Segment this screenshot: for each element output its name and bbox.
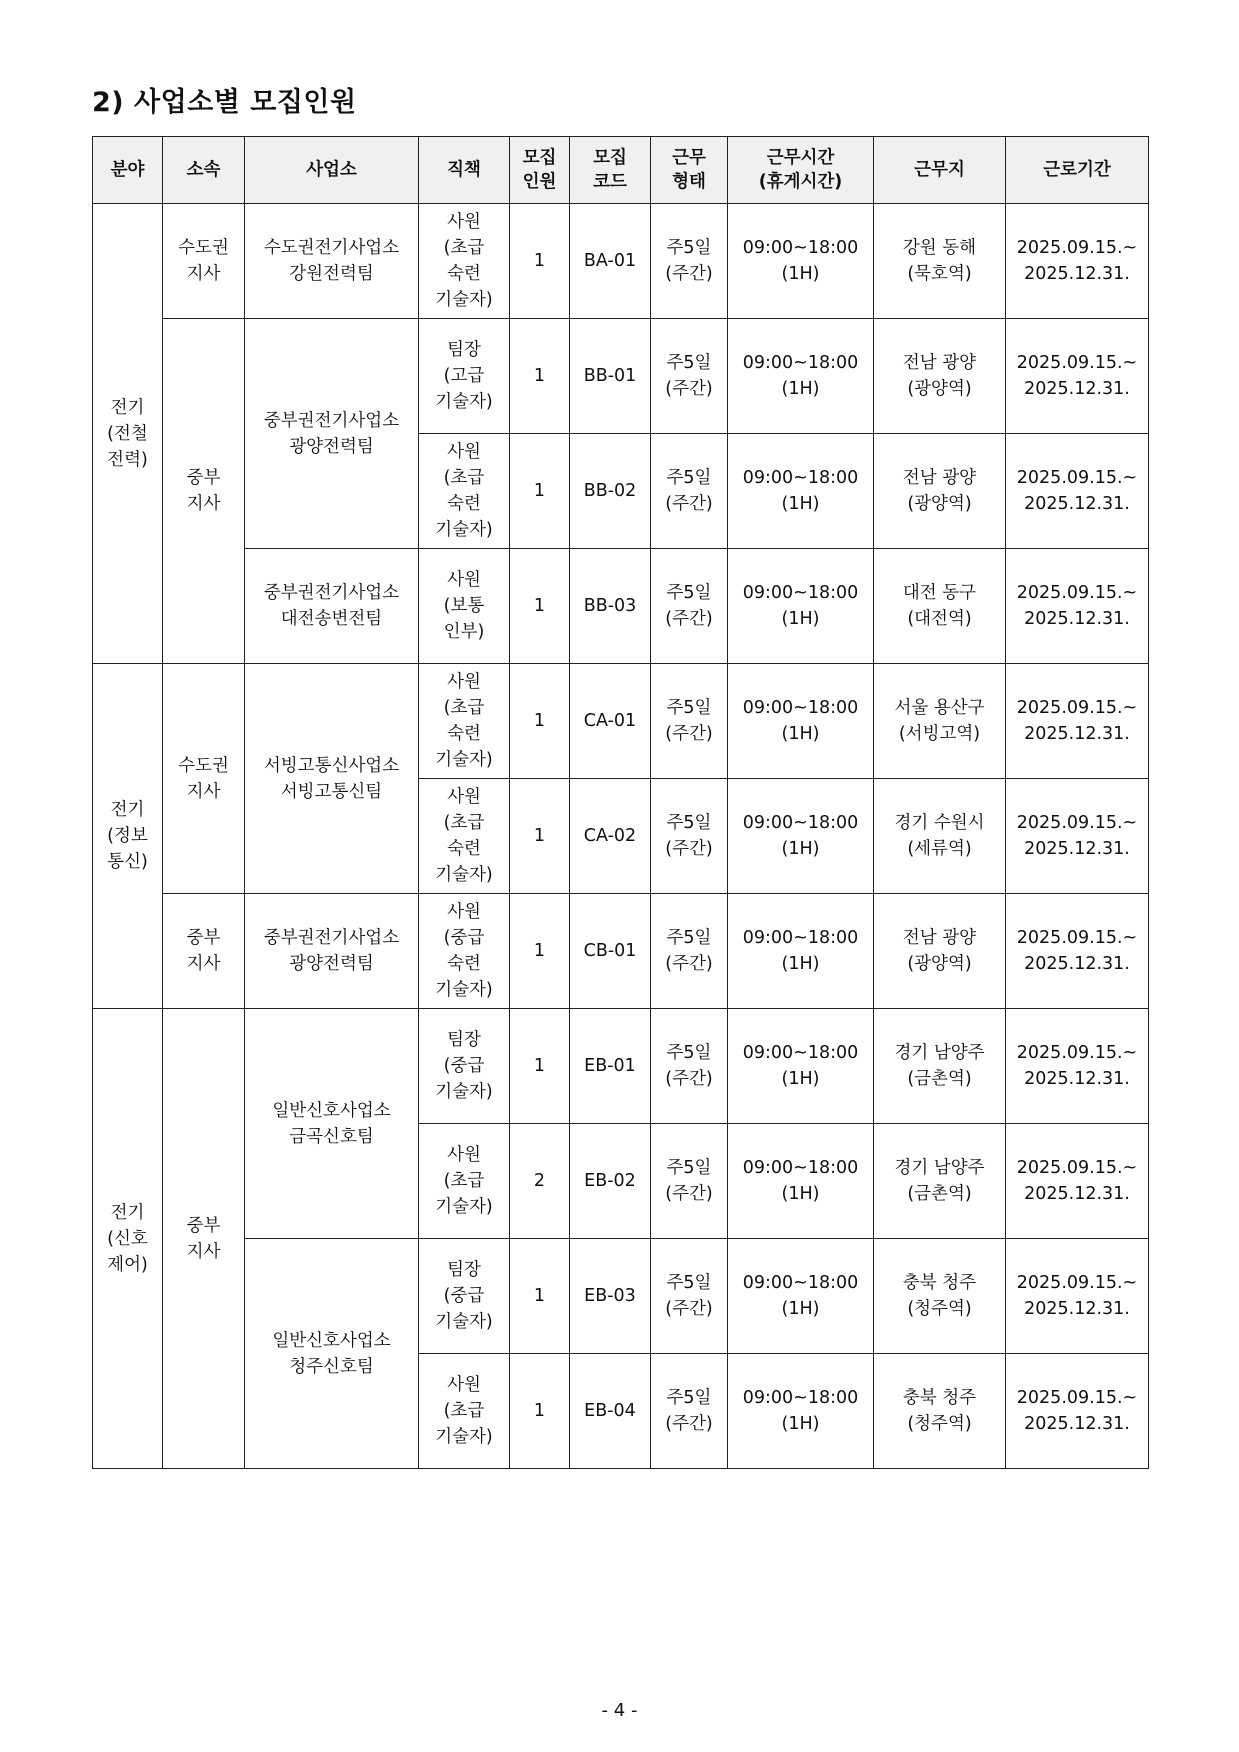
code-cell: BB-02 bbox=[570, 434, 651, 549]
work-hours-cell: 09:00~18:00 (1H) bbox=[728, 549, 874, 664]
office-cell: 중부권전기사업소 광양전력팀 bbox=[245, 894, 419, 1009]
work-type-cell: 주5일 (주간) bbox=[651, 1124, 728, 1239]
work-hours-cell: 09:00~18:00 (1H) bbox=[728, 434, 874, 549]
period-cell: 2025.09.15.~ 2025.12.31. bbox=[1006, 1354, 1149, 1469]
work-hours-cell: 09:00~18:00 (1H) bbox=[728, 319, 874, 434]
office-cell: 일반신호사업소 청주신호팀 bbox=[245, 1239, 419, 1469]
position-cell: 사원 (초급 숙련 기술자) bbox=[419, 779, 510, 894]
header-location: 근무지 bbox=[874, 137, 1006, 204]
table-row bbox=[93, 549, 1149, 664]
affiliation-cell: 중부 지사 bbox=[163, 894, 245, 1009]
position-cell: 사원 (초급 숙련 기술자) bbox=[419, 664, 510, 779]
location-cell: 전남 광양 (광양역) bbox=[874, 894, 1006, 1009]
office-cell: 중부권전기사업소 대전송변전팀 bbox=[245, 549, 419, 664]
work-hours-cell: 09:00~18:00 (1H) bbox=[728, 1124, 874, 1239]
header-affiliation: 소속 bbox=[163, 137, 245, 204]
period-cell: 2025.09.15.~ 2025.12.31. bbox=[1006, 204, 1149, 319]
count-cell: 1 bbox=[510, 319, 570, 434]
period-cell: 2025.09.15.~ 2025.12.31. bbox=[1006, 1124, 1149, 1239]
header-work-hours: 근무시간 (휴게시간) bbox=[728, 137, 874, 204]
recruitment-table bbox=[92, 136, 1149, 1469]
work-type-cell: 주5일 (주간) bbox=[651, 894, 728, 1009]
field-cell: 전기 (전철 전력) bbox=[93, 204, 163, 664]
office-cell: 일반신호사업소 금곡신호팀 bbox=[245, 1009, 419, 1239]
field-cell: 전기 (신호 제어) bbox=[93, 1009, 163, 1469]
count-cell: 2 bbox=[510, 1124, 570, 1239]
header-office: 사업소 bbox=[245, 137, 419, 204]
work-hours-cell: 09:00~18:00 (1H) bbox=[728, 204, 874, 319]
header-field: 분야 bbox=[93, 137, 163, 204]
code-cell: CB-01 bbox=[570, 894, 651, 1009]
count-cell: 1 bbox=[510, 434, 570, 549]
location-cell: 경기 수원시 (세류역) bbox=[874, 779, 1006, 894]
position-cell: 팀장 (중급 기술자) bbox=[419, 1239, 510, 1354]
position-cell: 사원 (초급 숙련 기술자) bbox=[419, 204, 510, 319]
location-cell: 서울 용산구 (서빙고역) bbox=[874, 664, 1006, 779]
count-cell: 1 bbox=[510, 664, 570, 779]
code-cell: CA-02 bbox=[570, 779, 651, 894]
work-hours-cell: 09:00~18:00 (1H) bbox=[728, 1239, 874, 1354]
field-cell: 전기 (정보 통신) bbox=[93, 664, 163, 1009]
position-cell: 사원 (초급 기술자) bbox=[419, 1354, 510, 1469]
work-type-cell: 주5일 (주간) bbox=[651, 1354, 728, 1469]
work-type-cell: 주5일 (주간) bbox=[651, 664, 728, 779]
table-row bbox=[93, 664, 1149, 779]
page-title: 2) 사업소별 모집인원 bbox=[92, 87, 357, 118]
table-row bbox=[93, 319, 1149, 434]
location-cell: 대전 동구 (대전역) bbox=[874, 549, 1006, 664]
work-type-cell: 주5일 (주간) bbox=[651, 204, 728, 319]
period-cell: 2025.09.15.~ 2025.12.31. bbox=[1006, 664, 1149, 779]
work-type-cell: 주5일 (주간) bbox=[651, 434, 728, 549]
header-row bbox=[93, 137, 1149, 204]
period-cell: 2025.09.15.~ 2025.12.31. bbox=[1006, 549, 1149, 664]
position-cell: 팀장 (고급 기술자) bbox=[419, 319, 510, 434]
table-row bbox=[93, 204, 1149, 319]
affiliation-cell: 중부 지사 bbox=[163, 1009, 245, 1469]
count-cell: 1 bbox=[510, 894, 570, 1009]
position-cell: 팀장 (중급 기술자) bbox=[419, 1009, 510, 1124]
location-cell: 경기 남양주 (금촌역) bbox=[874, 1124, 1006, 1239]
position-cell: 사원 (초급 숙련 기술자) bbox=[419, 434, 510, 549]
work-type-cell: 주5일 (주간) bbox=[651, 1009, 728, 1124]
office-cell: 수도권전기사업소 강원전력팀 bbox=[245, 204, 419, 319]
period-cell: 2025.09.15.~ 2025.12.31. bbox=[1006, 894, 1149, 1009]
header-code: 모집 코드 bbox=[570, 137, 651, 204]
count-cell: 1 bbox=[510, 204, 570, 319]
code-cell: BB-03 bbox=[570, 549, 651, 664]
position-cell: 사원 (중급 숙련 기술자) bbox=[419, 894, 510, 1009]
position-cell: 사원 (보통 인부) bbox=[419, 549, 510, 664]
header-period: 근로기간 bbox=[1006, 137, 1149, 204]
period-cell: 2025.09.15.~ 2025.12.31. bbox=[1006, 1009, 1149, 1124]
work-hours-cell: 09:00~18:00 (1H) bbox=[728, 1354, 874, 1469]
period-cell: 2025.09.15.~ 2025.12.31. bbox=[1006, 779, 1149, 894]
count-cell: 1 bbox=[510, 1354, 570, 1469]
header-work-type: 근무 형태 bbox=[651, 137, 728, 204]
work-type-cell: 주5일 (주간) bbox=[651, 549, 728, 664]
code-cell: BA-01 bbox=[570, 204, 651, 319]
affiliation-cell: 중부 지사 bbox=[163, 319, 245, 664]
location-cell: 충북 청주 (청주역) bbox=[874, 1354, 1006, 1469]
count-cell: 1 bbox=[510, 1239, 570, 1354]
count-cell: 1 bbox=[510, 549, 570, 664]
code-cell: EB-02 bbox=[570, 1124, 651, 1239]
header-position: 직책 bbox=[419, 137, 510, 204]
affiliation-cell: 수도권 지사 bbox=[163, 664, 245, 894]
location-cell: 강원 동해 (묵호역) bbox=[874, 204, 1006, 319]
work-type-cell: 주5일 (주간) bbox=[651, 319, 728, 434]
code-cell: EB-03 bbox=[570, 1239, 651, 1354]
header-count: 모집 인원 bbox=[510, 137, 570, 204]
office-cell: 중부권전기사업소 광양전력팀 bbox=[245, 319, 419, 549]
count-cell: 1 bbox=[510, 1009, 570, 1124]
period-cell: 2025.09.15.~ 2025.12.31. bbox=[1006, 1239, 1149, 1354]
code-cell: EB-01 bbox=[570, 1009, 651, 1124]
affiliation-cell: 수도권 지사 bbox=[163, 204, 245, 319]
page-number: - 4 - bbox=[601, 1700, 638, 1721]
table-row bbox=[93, 1239, 1149, 1354]
code-cell: CA-01 bbox=[570, 664, 651, 779]
count-cell: 1 bbox=[510, 779, 570, 894]
location-cell: 충북 청주 (청주역) bbox=[874, 1239, 1006, 1354]
period-cell: 2025.09.15.~ 2025.12.31. bbox=[1006, 434, 1149, 549]
work-hours-cell: 09:00~18:00 (1H) bbox=[728, 1009, 874, 1124]
work-hours-cell: 09:00~18:00 (1H) bbox=[728, 894, 874, 1009]
office-cell: 서빙고통신사업소 서빙고통신팀 bbox=[245, 664, 419, 894]
code-cell: EB-04 bbox=[570, 1354, 651, 1469]
work-hours-cell: 09:00~18:00 (1H) bbox=[728, 779, 874, 894]
work-hours-cell: 09:00~18:00 (1H) bbox=[728, 664, 874, 779]
table-row bbox=[93, 894, 1149, 1009]
location-cell: 전남 광양 (광양역) bbox=[874, 319, 1006, 434]
location-cell: 경기 남양주 (금촌역) bbox=[874, 1009, 1006, 1124]
code-cell: BB-01 bbox=[570, 319, 651, 434]
position-cell: 사원 (초급 기술자) bbox=[419, 1124, 510, 1239]
table-row bbox=[93, 1009, 1149, 1124]
work-type-cell: 주5일 (주간) bbox=[651, 779, 728, 894]
location-cell: 전남 광양 (광양역) bbox=[874, 434, 1006, 549]
work-type-cell: 주5일 (주간) bbox=[651, 1239, 728, 1354]
period-cell: 2025.09.15.~ 2025.12.31. bbox=[1006, 319, 1149, 434]
